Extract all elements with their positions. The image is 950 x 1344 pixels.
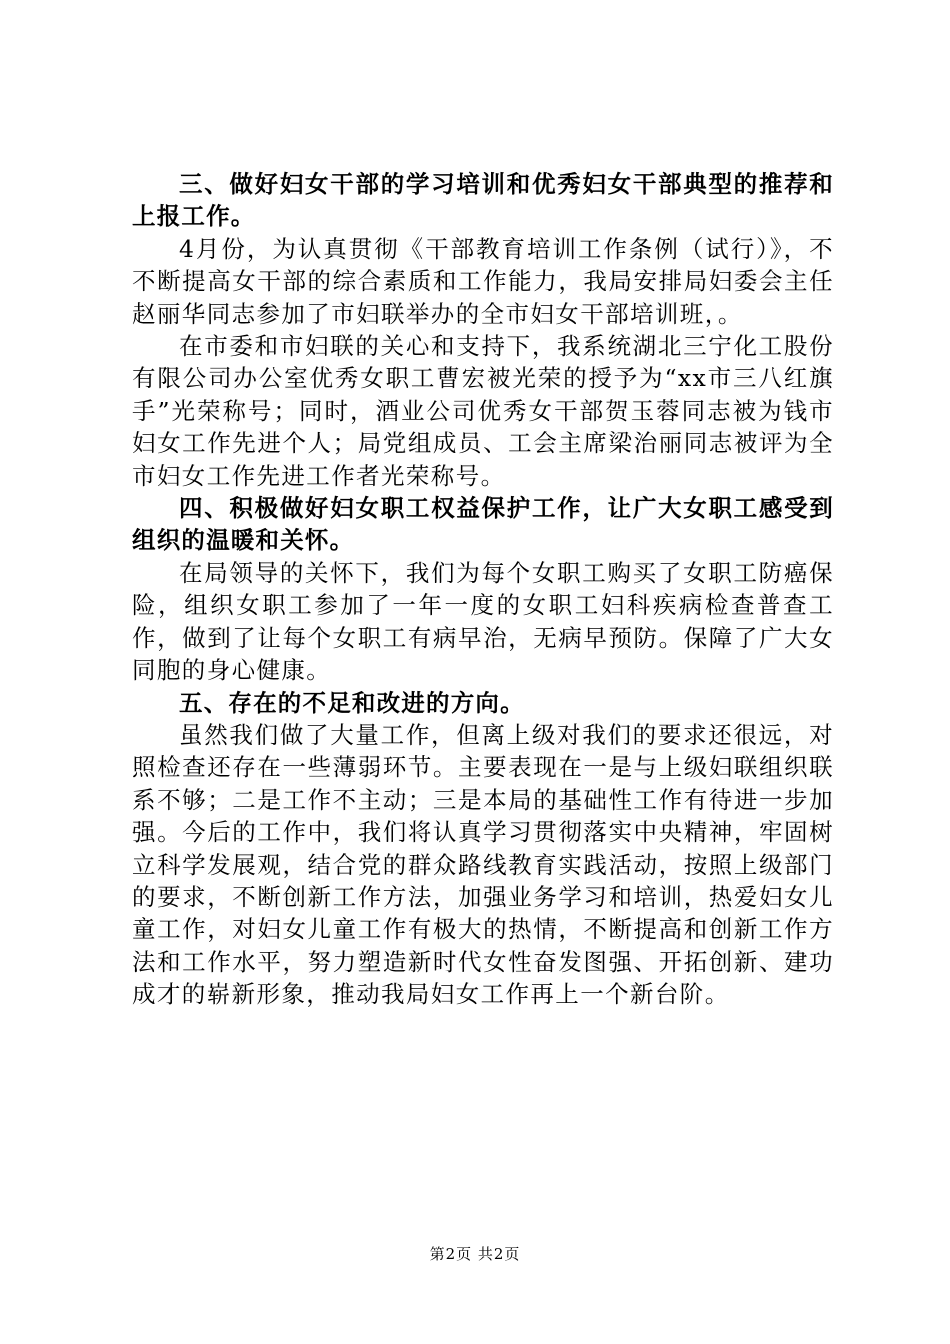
body-paragraph: 虽然我们做了大量工作，但离上级对我们的要求还很远，对照检查还存在一些薄弱环节。主要表现在一是与上级妇联组织联系不够；二是工作不主动；三是本局的基础性工作有待进一步加强。今后的工作中，我们将认真学习贯彻落实中央精神，牢固树立科学发展观，结合党的群众路线教育实践活动，按照上级部门的要求，不断创新工作方法，加强业务学习和培训，热爱妇女儿童工作，对妇女儿童工作有极大的热情，不断提高和创新工作方法和工作水平，努力塑造新时代女性奋发图强、开拓创新、建功成才的崭新形象，推动我局妇女工作再上一个新台阶。: [132, 720, 834, 1009]
body-paragraph: 4月份，为认真贯彻《干部教育培训工作条例（试行）》，不不断提高女干部的综合素质和工作能力，我局安排局妇委会主任赵丽华同志参加了市妇联举办的全市妇女干部培训班，。: [132, 234, 834, 328]
section-heading-3: 三、做好妇女干部的学习培训和优秀妇女干部典型的推荐和上报工作。: [132, 170, 834, 231]
body-paragraph: 在市委和市妇联的关心和支持下，我系统湖北三宁化工股份有限公司办公室优秀女职工曹宏被光荣的授予为“xx市三八红旗手”光荣称号；同时，酒业公司优秀女干部贺玉蓉同志被为钱市妇女工作先进个人；局党组成员、工会主席梁治丽同志被评为全市妇女工作先进工作者光荣称号。: [132, 332, 834, 490]
section-heading-5: 五、存在的不足和改进的方向。: [179, 688, 525, 717]
section-heading-4: 四、积极做好妇女职工权益保护工作，让广大女职工感受到组织的温暖和关怀。: [132, 494, 834, 555]
body-paragraph: 在局领导的关怀下，我们为每个女职工购买了女职工防癌保险，组织女职工参加了一年一度的女职工妇科疾病检查普查工作，做到了让每个女职工有病早治，无病早预防。保障了广大女同胞的身心健康。: [132, 558, 834, 685]
page-number-footer: 第2页 共2页: [429, 1245, 521, 1263]
document-body: [132, 168, 834, 1011]
